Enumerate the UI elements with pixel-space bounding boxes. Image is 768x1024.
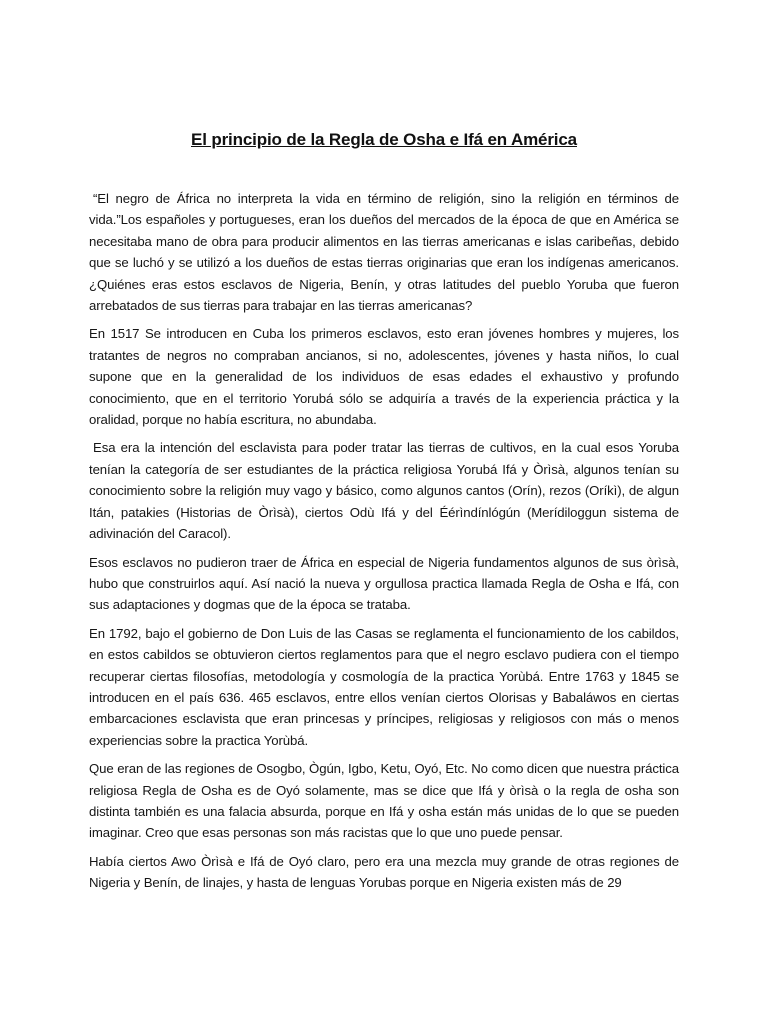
paragraph-6: Que eran de las regiones de Osogbo, Ògún, Igbo, Ketu, Oyó, Etc. No como dicen que nuestra práctica religiosa Regla de Osha es de Oyó solamente, mas se dice que Ifá y òrìsà o la regla de osha son distinta también es una falacia absurda, porque en Ifá y osha están más unidas de lo que se pueden imaginar. Creo que esas personas son más racistas que lo que uno puede pensar. [89, 761, 679, 841]
paragraph-4: Esos esclavos no pudieron traer de África en especial de Nigeria fundamentos algunos de sus òrìsà, hubo que construirlos aquí. Así nació la nueva y orgullosa practica llamada Regla de Osha e Ifá, con sus adaptaciones y dogmas que de la época se trataba. [89, 554, 679, 613]
paragraph-3: Esa era la intención del esclavista para poder tratar las tierras de cultivos, en la cual esos Yoruba tenían la categoría de ser estudiantes de la práctica religiosa Yorubá Ifá y Òrìsà, algunos tenían su conocimiento sobre la religión muy vago y básico, como algunos cantos (Orín), rezos (Oríkì), de algun Itán, patakies (Historias de Òrìsà), ciertos Odù Ifá y del Éérìndínlógún (Merídiloggun sistema de adivinación del Caracol). [89, 440, 679, 542]
paragraph-5: En 1792, bajo el gobierno de Don Luis de las Casas se reglamenta el funcionamiento de los cabildos, en estos cabildos se obtuvieron ciertos reglamentos para que el negro esclavo pudiera con el tiempo recuperar ciertas filosofías, metodología y cosmología de la practica Yorùbá. Entre 1763 y 1845 se introducen en el país 636. 465 esclavos, entre ellos venían ciertos Olorisas y Babaláwos en ciertas embarcaciones esclavista que eran princesas y príncipes, religiosas y religiosos con más o menos experiencias sobre la practica Yorùbá. [89, 625, 679, 748]
paragraph-1: “El negro de África no interpreta la vida en término de religión, sino la religión en términos de vida.”Los españoles y portugueses, eran los dueños del mercados de la época de que en América se necesitaba mano de obra para producir alimentos en las tierras americanas e islas caribeñas, debido que se luchó y se utilizó a los dueños de estas tierras originarias que eran los indígenas americanos. ¿Quiénes eras estos esclavos de Nigeria, Benín, y otras latitudes del pueblo Yoruba que fueron arrebatados de sus tierras para trabajar en las tierras americanas? [89, 191, 679, 314]
paragraph-2: En 1517 Se introducen en Cuba los primeros esclavos, esto eran jóvenes hombres y mujeres, los tratantes de negros no compraban ancianos, si no, adolescentes, jóvenes y hasta niños, lo cual supone que en la generalidad de los individuos de esas edades el exhaustivo y profundo conocimiento, que en el territorio Yorubá sólo se adquiría a través de la experiencia práctica y la oralidad, porque no había escritura, no abundaba. [89, 326, 679, 428]
document-title: El principio de la Regla de Osha e Ifá en América [191, 130, 577, 149]
document-body [89, 188, 679, 901]
paragraph-7: Había ciertos Awo Òrìsà e Ifá de Oyó claro, pero era una mezcla muy grande de otras regiones de Nigeria y Benín, de linajes, y hasta de lenguas Yorubas porque en Nigeria existen más de 29 [89, 853, 679, 891]
